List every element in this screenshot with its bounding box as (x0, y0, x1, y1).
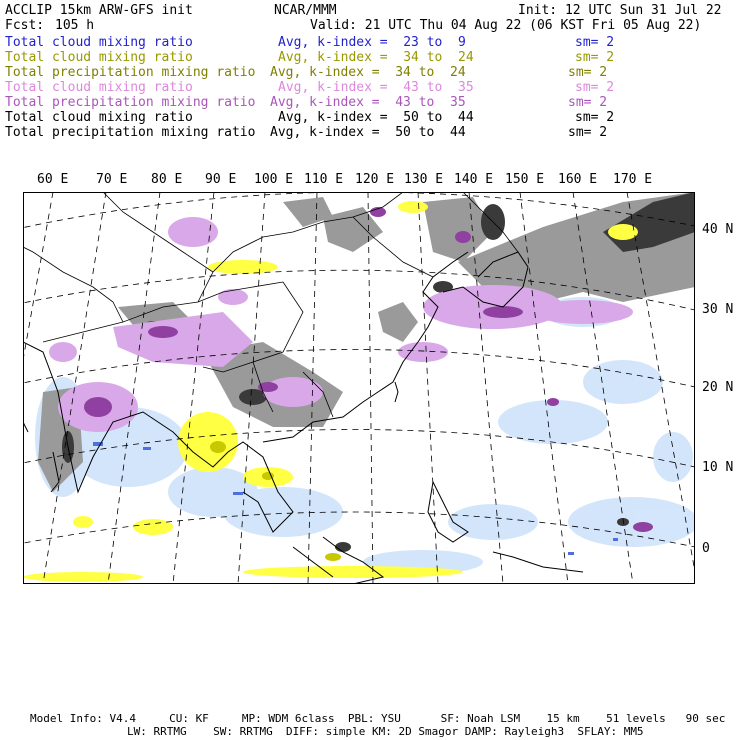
longitude-label: 170 E (613, 172, 653, 187)
valid-time: Valid: 21 UTC Thu 04 Aug 22 (06 KST Fri 05 Aug 22) (310, 18, 702, 33)
legend-avg: Avg, k-index = 50 to 44 (278, 110, 474, 125)
init-time: Init: 12 UTC Sun 31 Jul 22 (518, 3, 722, 18)
longitude-label: 120 E (355, 172, 395, 187)
legend-field: Total precipitation mixing ratio (5, 125, 256, 140)
longitude-label: 130 E (404, 172, 444, 187)
legend-field: Total cloud mixing ratio (5, 35, 193, 50)
legend-sm: sm= 2 (568, 95, 608, 110)
legend-sm: sm= 2 (575, 50, 615, 65)
legend-avg: Avg, k-index = 23 to 9 (278, 35, 466, 50)
cloud-mixing-ratio-map (23, 192, 695, 584)
legend-sm: sm= 2 (568, 65, 608, 80)
organization-label: NCAR/MMM (274, 3, 337, 18)
latitude-label: 10 N (702, 460, 734, 475)
legend-sm: sm= 2 (575, 35, 615, 50)
legend-avg: Avg, k-index = 50 to 44 (270, 125, 466, 140)
legend-sm: sm= 2 (568, 125, 608, 140)
longitude-label: 60 E (37, 172, 69, 187)
forecast-hour-label: Fcst: (5, 18, 45, 33)
forecast-hour-value: 105 h (55, 18, 95, 33)
legend-field: Total cloud mixing ratio (5, 50, 193, 65)
latitude-label: 40 N (702, 222, 734, 237)
longitude-label: 140 E (454, 172, 494, 187)
legend-sm: sm= 2 (575, 110, 615, 125)
latitude-label: 20 N (702, 380, 734, 395)
legend-sm: sm= 2 (575, 80, 615, 95)
model-info-line-2: LW: RRTMG SW: RRTMG DIFF: simple KM: 2D Smagor DAMP: Rayleigh3 SFLAY: MM5 (127, 725, 644, 738)
legend-field: Total precipitation mixing ratio (5, 95, 256, 110)
legend-field: Total precipitation mixing ratio (5, 65, 256, 80)
legend-avg: Avg, k-index = 43 to 35 (270, 95, 466, 110)
legend-field: Total cloud mixing ratio (5, 80, 193, 95)
latitude-label: 0 (702, 541, 710, 556)
latitude-label: 30 N (702, 302, 734, 317)
longitude-label: 150 E (505, 172, 545, 187)
longitude-label: 70 E (96, 172, 128, 187)
legend-avg: Avg, k-index = 34 to 24 (278, 50, 474, 65)
longitude-label: 110 E (304, 172, 344, 187)
model-title: ACCLIP 15km ARW-GFS init (5, 3, 193, 18)
longitude-label: 90 E (205, 172, 237, 187)
longitude-label: 160 E (558, 172, 598, 187)
legend-avg: Avg, k-index = 43 to 35 (278, 80, 474, 95)
longitude-label: 100 E (254, 172, 294, 187)
legend-field: Total cloud mixing ratio (5, 110, 193, 125)
model-info-line-1: Model Info: V4.4 CU: KF MP: WDM 6class PBL: YSU SF: Noah LSM 15 km 51 levels 90 sec (30, 712, 726, 725)
legend-avg: Avg, k-index = 34 to 24 (270, 65, 466, 80)
longitude-label: 80 E (151, 172, 183, 187)
